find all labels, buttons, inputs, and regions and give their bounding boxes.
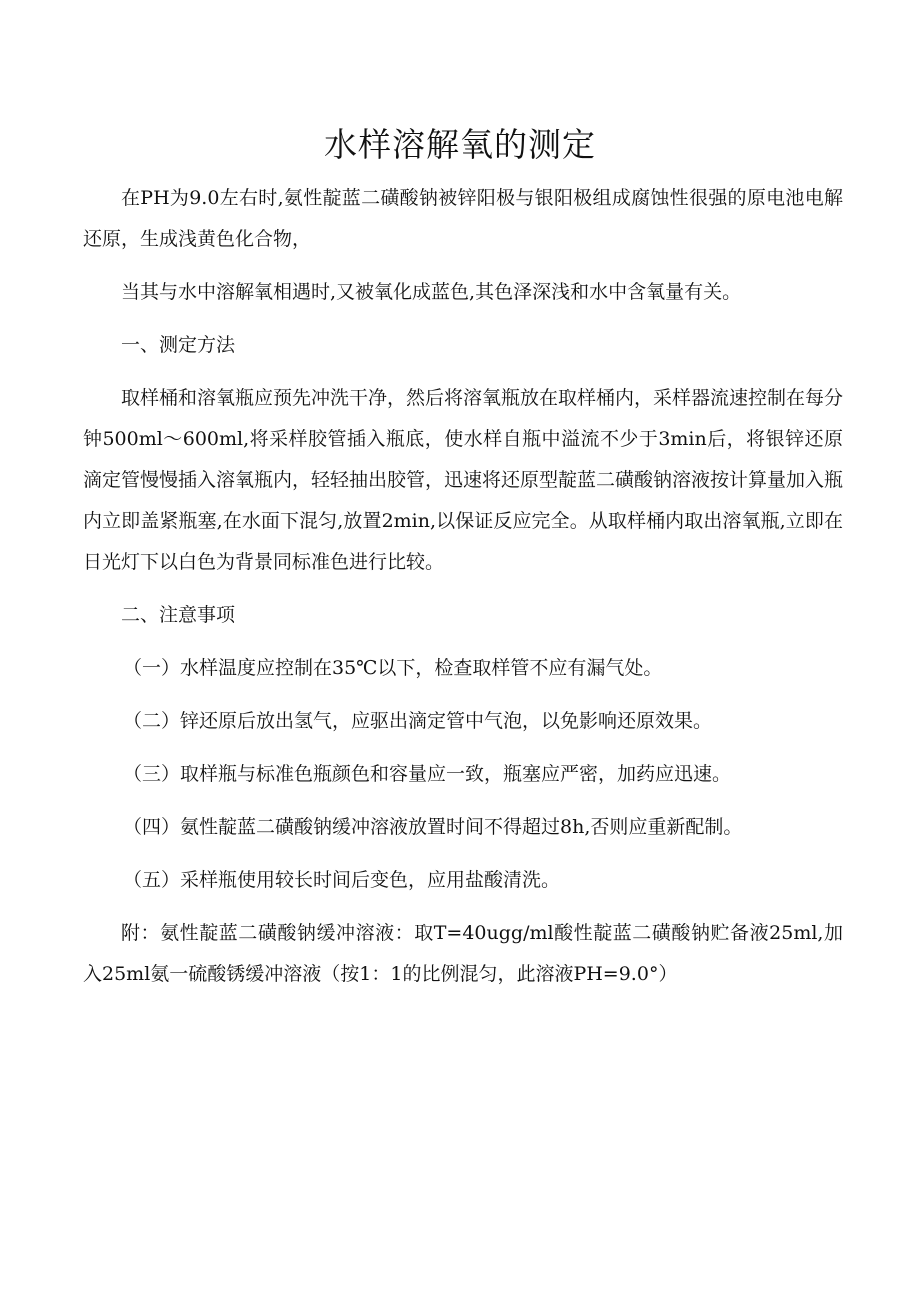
intro-paragraph-2: 当其与水中溶解氧相遇时,又被氧化成蓝色,其色泽深浅和水中含氧量有关。: [121, 281, 742, 303]
section-heading-notes: 二、注意事项: [121, 604, 236, 626]
note-item-4: （四）氨性靛蓝二磺酸钠缓冲溶液放置时间不得超过8h,否则应重新配制。: [123, 816, 743, 838]
page-title: 水样溶解氧的测定: [324, 125, 596, 164]
section-heading-method: 一、测定方法: [121, 334, 236, 356]
appendix-paragraph: 附：氨性靛蓝二磺酸钠缓冲溶液：取T=40ugg/ml酸性靛蓝二磺酸钠贮备液25ml,加入25ml氨一硫酸锈缓冲溶液（按1：1的比例混匀，此溶液PH=9.0°）: [83, 922, 843, 985]
intro-paragraph-1: 在PH为9.0左右时,氨性靛蓝二磺酸钠被锌阳极与银阳极组成腐蚀性很强的原电池电解还原，生成浅黄色化合物，: [83, 187, 843, 250]
document-body: [83, 178, 843, 1007]
note-item-1: （一）水样温度应控制在35℃以下，检查取样管不应有漏气处。: [123, 657, 663, 679]
note-item-2: （二）锌还原后放出氢气，应驱出滴定管中气泡，以免影响还原效果。: [123, 710, 713, 732]
method-paragraph: 取样桶和溶氧瓶应预先冲洗干净，然后将溶氧瓶放在取样桶内，采样器流速控制在每分钟500ml～600ml,将采样胶管插入瓶底，使水样自瓶中溢流不少于3min后，将银锌还原滴定管慢慢插入溶氧瓶内，轻轻抽出胶管，迅速将还原型靛蓝二磺酸钠溶液按计算量加入瓶内立即盖紧瓶塞,在水面下混匀,放置2min,以保证反应完全。从取样桶内取出溶氧瓶,立即在日光灯下以白色为背景同标准色进行比较。: [83, 387, 844, 573]
note-item-3: （三）取样瓶与标准色瓶颜色和容量应一致，瓶塞应严密，加药应迅速。: [123, 763, 732, 785]
note-item-5: （五）采样瓶使用较长时间后变色，应用盐酸清洗。: [123, 869, 561, 891]
